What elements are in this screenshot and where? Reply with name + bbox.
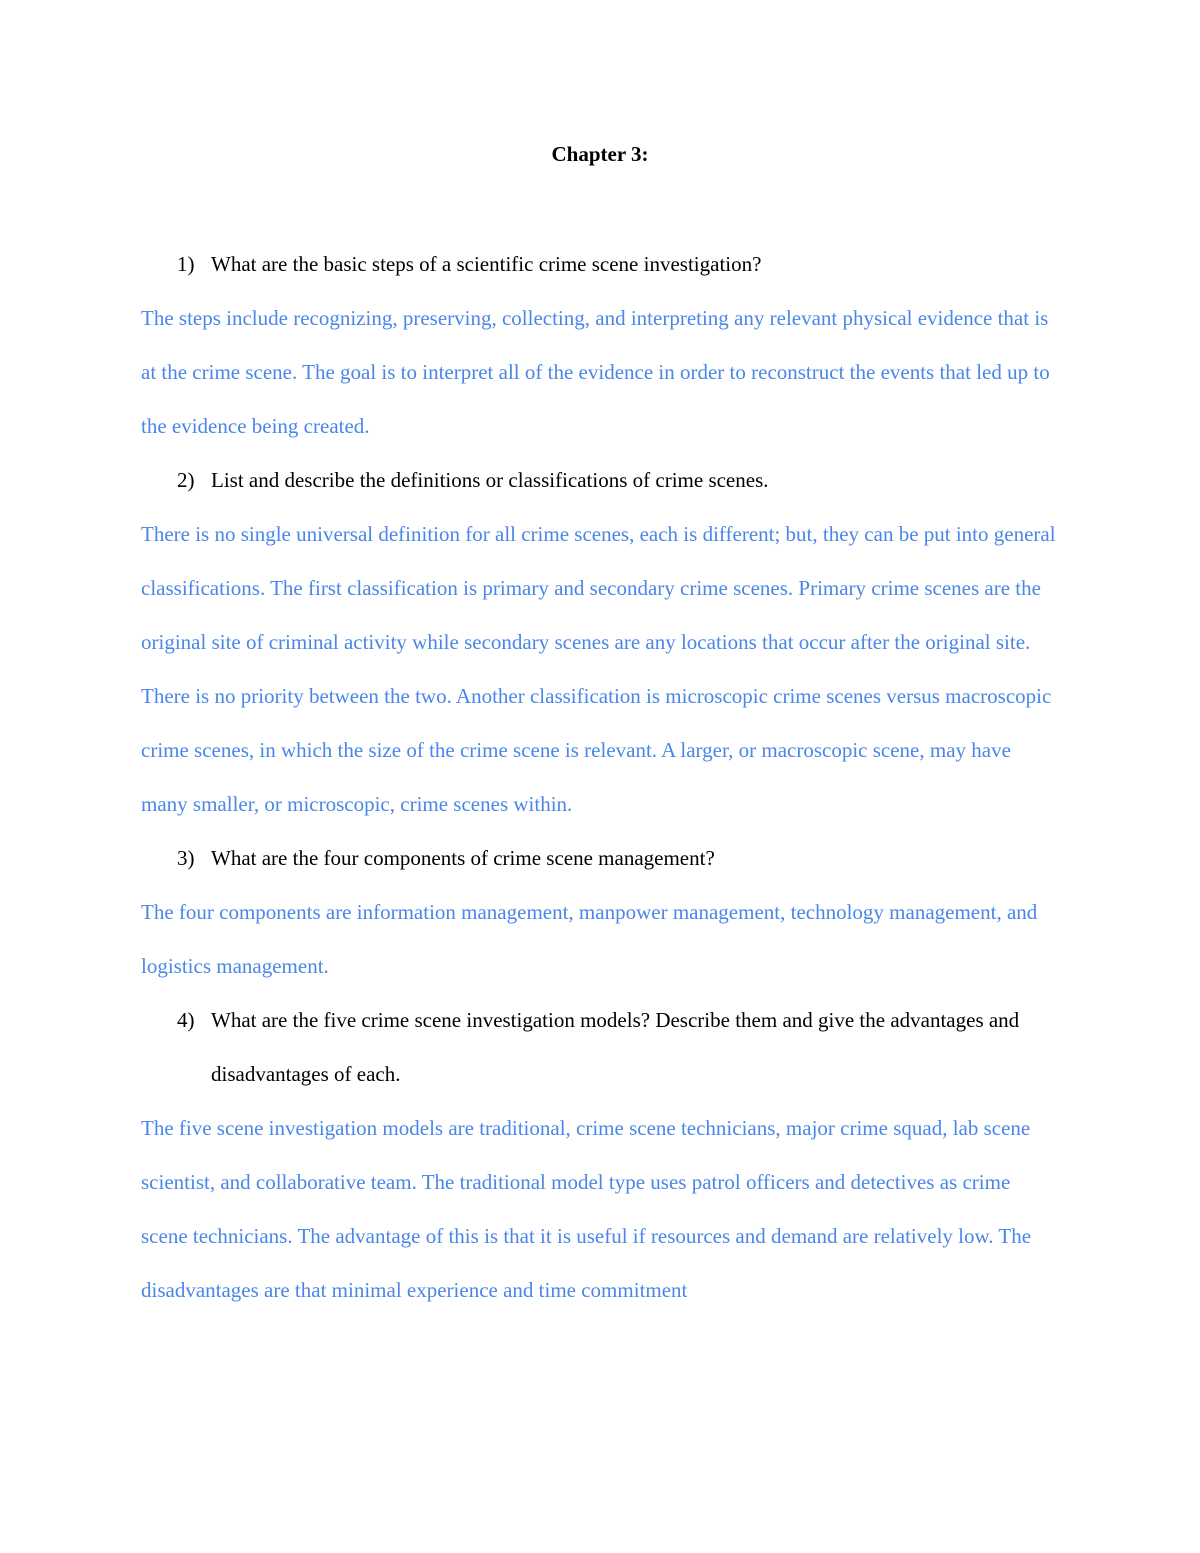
question-text: What are the four components of crime scene management?	[211, 846, 715, 870]
question-1	[141, 237, 1059, 291]
question-text: List and describe the definitions or classifications of crime scenes.	[211, 468, 769, 492]
question-3	[141, 831, 1059, 885]
question-text: What are the basic steps of a scientific crime scene investigation?	[211, 252, 762, 276]
document-body	[141, 237, 1059, 1317]
question-2	[141, 453, 1059, 507]
question-text: What are the five crime scene investigation models? Describe them and give the advantages and disadvantages of each.	[211, 1008, 1020, 1086]
question-number: 3)	[177, 846, 195, 870]
chapter-title: Chapter 3:	[551, 142, 649, 166]
answer-4: The five scene investigation models are traditional, crime scene technicians, major crime squad, lab scene scientist, and collaborative team. The traditional model type uses patrol officers and detectives as crime scene technicians. The advantage of this is that it is useful if resources and demand are relatively low. The disadvantages are that minimal experience and time commitment	[141, 1116, 1032, 1302]
answer-1: The steps include recognizing, preserving, collecting, and interpreting any relevant physical evidence that is at the crime scene. The goal is to interpret all of the evidence in order to reconstruct the events that led up to the evidence being created.	[141, 306, 1050, 438]
question-number: 2)	[177, 468, 195, 492]
question-4	[141, 993, 1059, 1101]
answer-3: The four components are information management, manpower management, technology management, and logistics management.	[141, 900, 1038, 978]
answer-2: There is no single universal definition for all crime scenes, each is different; but, they can be put into general classifications. The first classification is primary and secondary crime scenes. Primary crime scenes are the original site of criminal activity while secondary scenes are any locations that occur after the original site. There is no priority between the two. Another classification is microscopic crime scenes versus macroscopic crime scenes, in which the size of the crime scene is relevant. A larger, or macroscopic scene, may have many smaller, or microscopic, crime scenes within.	[141, 522, 1056, 816]
question-number: 1)	[177, 252, 195, 276]
question-number: 4)	[177, 1008, 195, 1032]
